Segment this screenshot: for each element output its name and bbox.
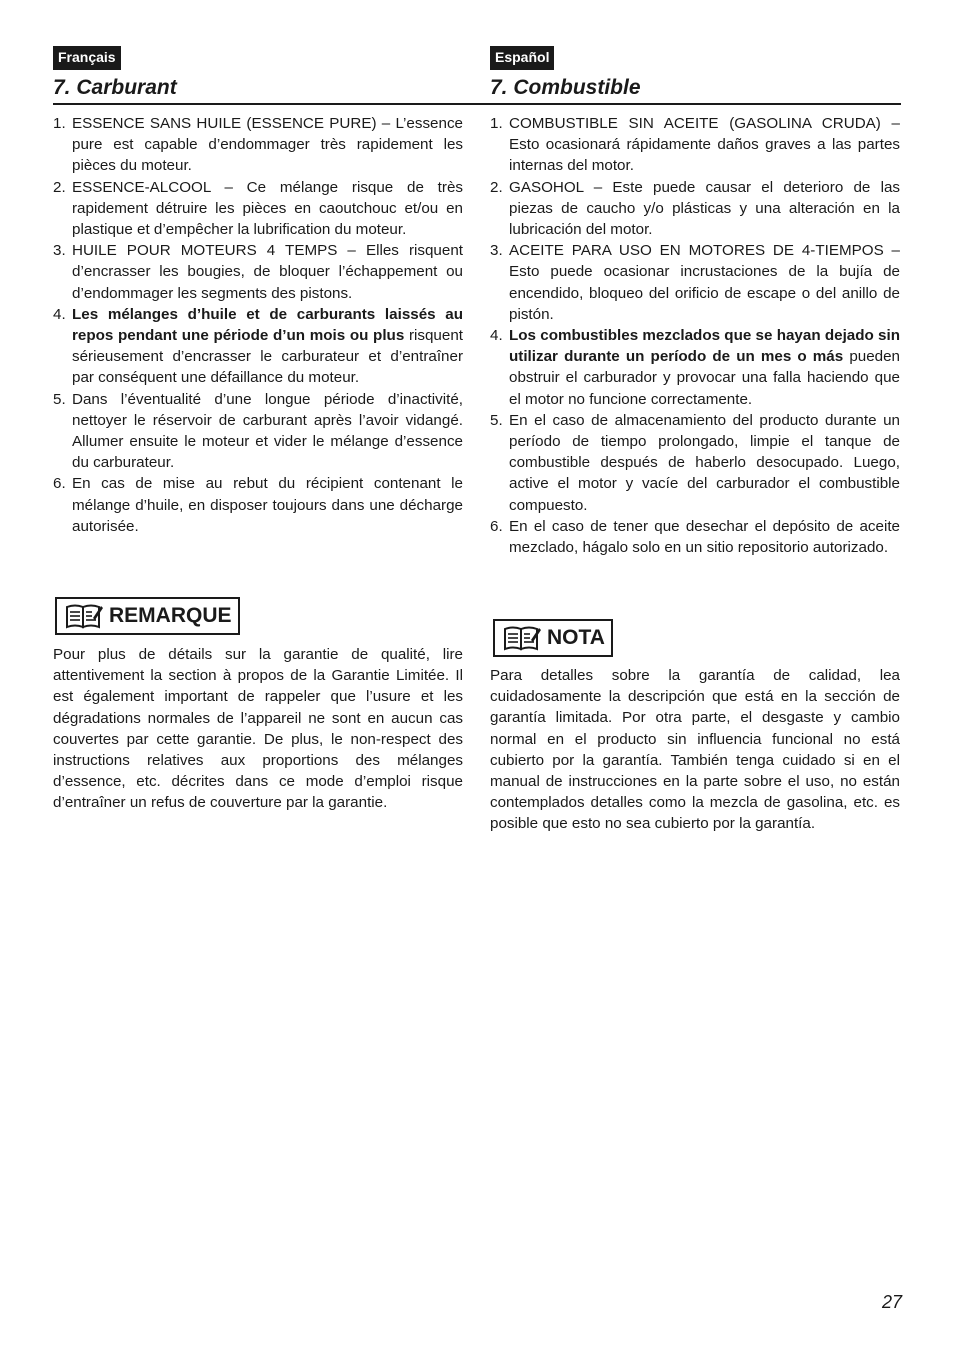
nota-text: Para detalles sobre la garantía de calidad, lea cuidadosamente la descripción que está en la sección de garantía limitada. Por otra parte, el desgaste y cambio normal en el producto sin influencia funcional no está cubierto por la garantía. También tenga cuidado si en el manual de instrucciones en la parte sobre el uso, no están contemplados detalles como la mezcla de gasolina, etc. es posible que esto no sea cubierto por la garantía. — [490, 667, 900, 833]
list-item: 3. ACEITE PARA USO EN MOTORES DE 4-TIEMPOS – Esto puede ocasionar incrustaciones de la bujía de encendido, bloqueo del orificio de escape o del anillo de pistón. — [490, 242, 900, 323]
page-number: 27 — [881, 1292, 902, 1312]
list-item: 2. ESSENCE-ALCOOL – Ce mélange risque de très rapidement détruire les pièces en caoutchouc et/ou en plastique et d’empêcher la lubrification du moteur. — [53, 178, 463, 239]
french-column — [53, 46, 463, 101]
section-title: 7. Combustible — [490, 76, 641, 99]
header-rule — [53, 103, 901, 105]
list-item: 5. Dans l’éventualité d’une longue période d’inactivité, nettoyer le réservoir de carburant après l’avoir vidangé. Allumer ensuite le moteur et vider le mélange d’essence du carburateur. — [53, 390, 463, 472]
spanish-column — [490, 46, 900, 101]
spanish-list — [490, 113, 900, 558]
list-item: 4. Les mélanges d’huile et de carburants laissés au repos pendant une période d’un mois ou plus risquent sérieusement d’encrasser le carburateur et d’entraîner par conséquent une défaillance du moteur. — [53, 305, 463, 387]
book-pencil-icon — [503, 625, 541, 651]
note-label: REMARQUE — [109, 604, 232, 627]
language-tag: Français — [53, 46, 121, 70]
list-item: 1. ESSENCE SANS HUILE (ESSENCE PURE) – L’essence pure est capable d’endommager très rapidement les pièces du moteur. — [53, 115, 463, 175]
book-pencil-icon — [65, 603, 103, 629]
list-item: 1. COMBUSTIBLE SIN ACEITE (GASOLINA CRUDA) – Esto ocasionará rápidamente daños graves a las partes internas del motor. — [490, 115, 900, 175]
note-label: NOTA — [547, 626, 605, 649]
list-item: 6. En el caso de tener que desechar el depósito de aceite mezclado, hágalo solo en un sitio repositorio autorizado. — [490, 517, 900, 557]
remarque-text: Pour plus de détails sur la garantie de qualité, lire attentivement la section à propos de la Garantie Limitée. Il est également important de rappeler que l’usure et les dégradations normales de l’appareil ne sont en aucun cas couvertes par cette garantie. De plus, le non-respect des instructions relatives aux proportions des mélanges d’essence, etc. décrites dans ce mode d’emploi risque d’entraîner un refus de couverture par la garantie. — [53, 646, 463, 812]
list-item: 6. En cas de mise au rebut du récipient contenant le mélange d’huile, en disposer toujours dans une décharge autorisée. — [53, 475, 463, 535]
french-list — [53, 113, 463, 537]
list-item: 4. Los combustibles mezclados que se hayan dejado sin utilizar durante un período de un mes o más pueden obstruir el carburador y provocar una falla haciendo que el motor no funcione correctamente. — [490, 327, 901, 408]
language-tag: Español — [490, 46, 554, 70]
list-item: 5. En el caso de almacenamiento del producto durante un período de tiempo prolongado, limpie el tanque de combustible después de haberlo desocupado. Luego, active el motor y vacíe del carburador el combustible compuesto. — [490, 411, 900, 514]
list-item: 3. HUILE POUR MOTEURS 4 TEMPS – Elles risquent d’encrasser les bougies, de bloquer l’échappement ou d’endommager les segments des pistons. — [53, 242, 463, 302]
remarque-heading — [55, 597, 240, 635]
list-item: 2. GASOHOL – Este puede causar el deterioro de las piezas de caucho y/o plásticas y una alteración en la lubricación del motor. — [490, 178, 900, 239]
nota-heading — [493, 619, 613, 657]
section-title: 7. Carburant — [53, 76, 177, 99]
